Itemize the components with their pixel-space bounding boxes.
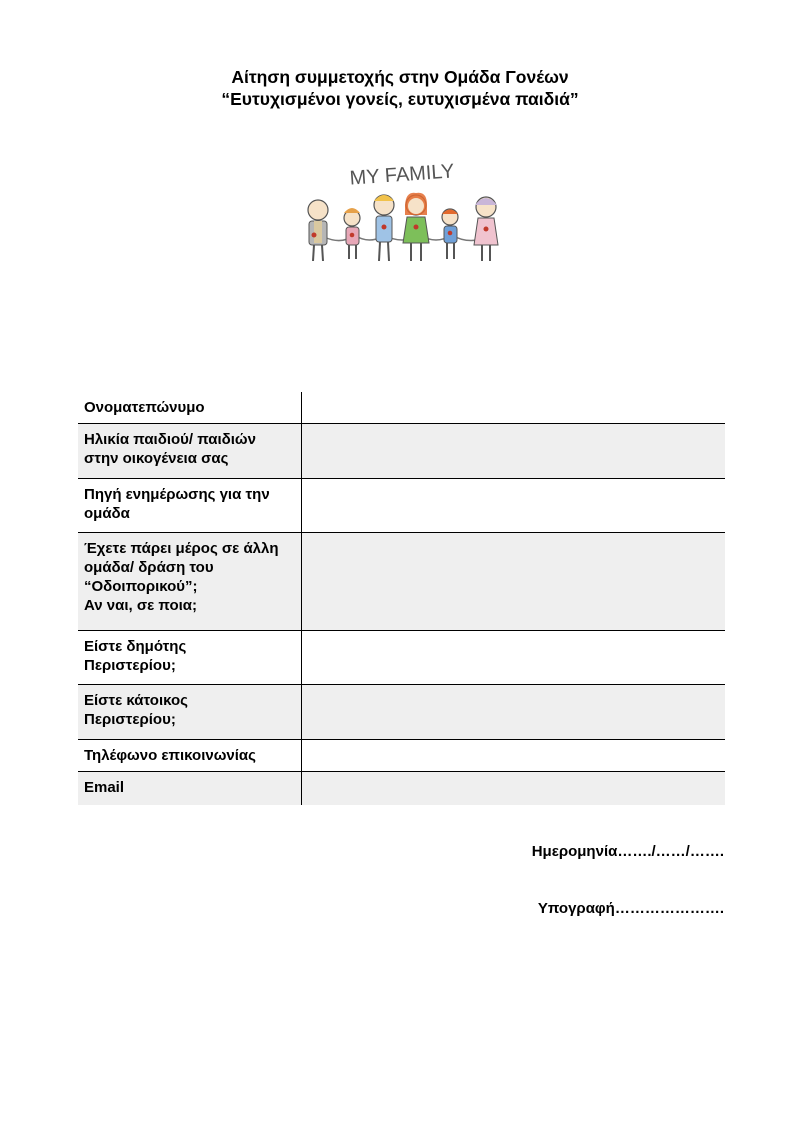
email-field[interactable]	[302, 772, 726, 805]
previous-participation-field[interactable]	[302, 533, 726, 631]
phone-field[interactable]	[302, 740, 726, 772]
form-label: Πηγή ενημέρωσης για την ομάδα	[78, 479, 302, 533]
page-title: Αίτηση συμμετοχής στην Ομάδα Γονέων	[231, 67, 569, 87]
form-label: Email	[78, 772, 302, 805]
grandpa-figure	[308, 200, 328, 261]
form-label: Είστε κάτοικος Περιστερίου;	[78, 685, 302, 740]
form-label: Είστε δημότης Περιστερίου;	[78, 631, 302, 685]
application-form-table	[78, 392, 725, 805]
page-subtitle: “Ευτυχισμένοι γονείς, ευτυχισμένα παιδιά”	[221, 89, 579, 109]
girl-figure	[344, 208, 360, 259]
form-row-email	[78, 772, 725, 805]
form-label: Έχετε πάρει μέρος σε άλλη ομάδα/ δράση του “Οδοιπορικού”; Αν ναι, σε ποια;	[78, 533, 302, 631]
mom-figure	[403, 193, 429, 261]
info-source-field[interactable]	[302, 479, 726, 533]
form-label: Τηλέφωνο επικοινωνίας	[78, 740, 302, 772]
form-label: Ηλικία παιδιού/ παιδιών στην οικογένεια σας	[78, 424, 302, 479]
resident-field[interactable]	[302, 685, 726, 740]
form-row-fullname	[78, 392, 725, 424]
form-row-children-age	[78, 424, 725, 479]
form-row-municipal-citizen	[78, 631, 725, 685]
form-label: Ονοματεπώνυμο	[78, 392, 302, 424]
grandma-figure	[474, 197, 498, 261]
form-row-phone	[78, 740, 725, 772]
municipal-citizen-field[interactable]	[302, 631, 726, 685]
dad-figure	[374, 195, 394, 261]
form-row-previous-participation	[78, 533, 725, 631]
date-line[interactable]: Ημερομηνία……./……/…….	[531, 843, 724, 860]
signature-line[interactable]: Υπογραφή………………….	[537, 900, 724, 917]
logo-text: MY FAMILY	[348, 160, 456, 190]
fullname-field[interactable]	[302, 392, 726, 424]
family-illustration-icon	[302, 155, 502, 267]
boy-figure	[442, 209, 458, 259]
children-age-field[interactable]	[302, 424, 726, 479]
form-row-info-source	[78, 479, 725, 533]
form-row-resident	[78, 685, 725, 740]
